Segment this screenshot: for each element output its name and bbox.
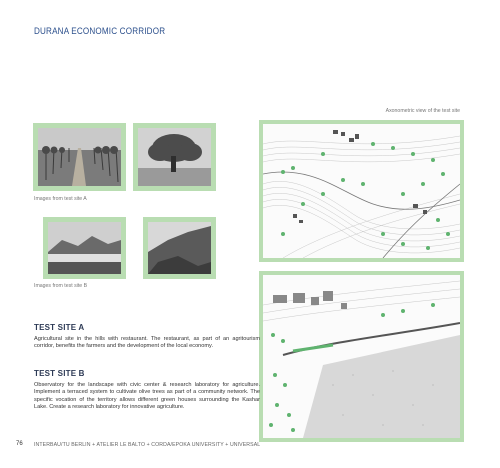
caption-axonometric-view: Axonometric view of the test site — [385, 108, 460, 114]
caption-site-b-images: Images from test site B — [34, 283, 88, 289]
photo-frame-site-a-2 — [133, 123, 216, 191]
site-a-description: Agricultural site in the hills with restaurant. The restaurant, as part of an agritourism corridor, benefits the farmers and the development of the local economy. — [34, 336, 260, 350]
site-b-heading: TEST SITE B — [34, 369, 85, 378]
site-b-description: Observatory for the landscape with civic center & research laboratory for agriculture. Implement a terraced system to cultivate olive trees as part of a community network. The specific vocation of the territory allows different green houses surrounding the Kashar Lake. Create a research laboratory for innovative agriculture. — [34, 382, 260, 411]
footer-credits: INTERBAU/TU BERLIN + ATELIER LE BALTO + CORDA/EPOKA UNIVERSITY + UNIVERSAL — [34, 442, 261, 448]
photo-kashar-lake — [48, 222, 121, 274]
photo-olive-tree — [138, 128, 211, 186]
axonometric-drawing-b — [263, 275, 460, 438]
site-a-heading: TEST SITE A — [34, 323, 85, 332]
document-title: DURANA ECONOMIC CORRIDOR — [34, 26, 166, 36]
page-number: 76 — [16, 441, 23, 447]
photo-frame-site-a-1 — [33, 123, 126, 191]
photo-frame-site-b-1 — [43, 217, 126, 279]
axonometric-map-site-b — [259, 271, 464, 442]
photo-vineyard — [38, 128, 121, 186]
axonometric-map-site-a — [259, 120, 464, 262]
photo-hillside — [148, 222, 211, 274]
photo-frame-site-b-2 — [143, 217, 216, 279]
caption-site-a-images: Images from test site A — [34, 196, 87, 202]
axonometric-drawing-a — [263, 124, 460, 258]
